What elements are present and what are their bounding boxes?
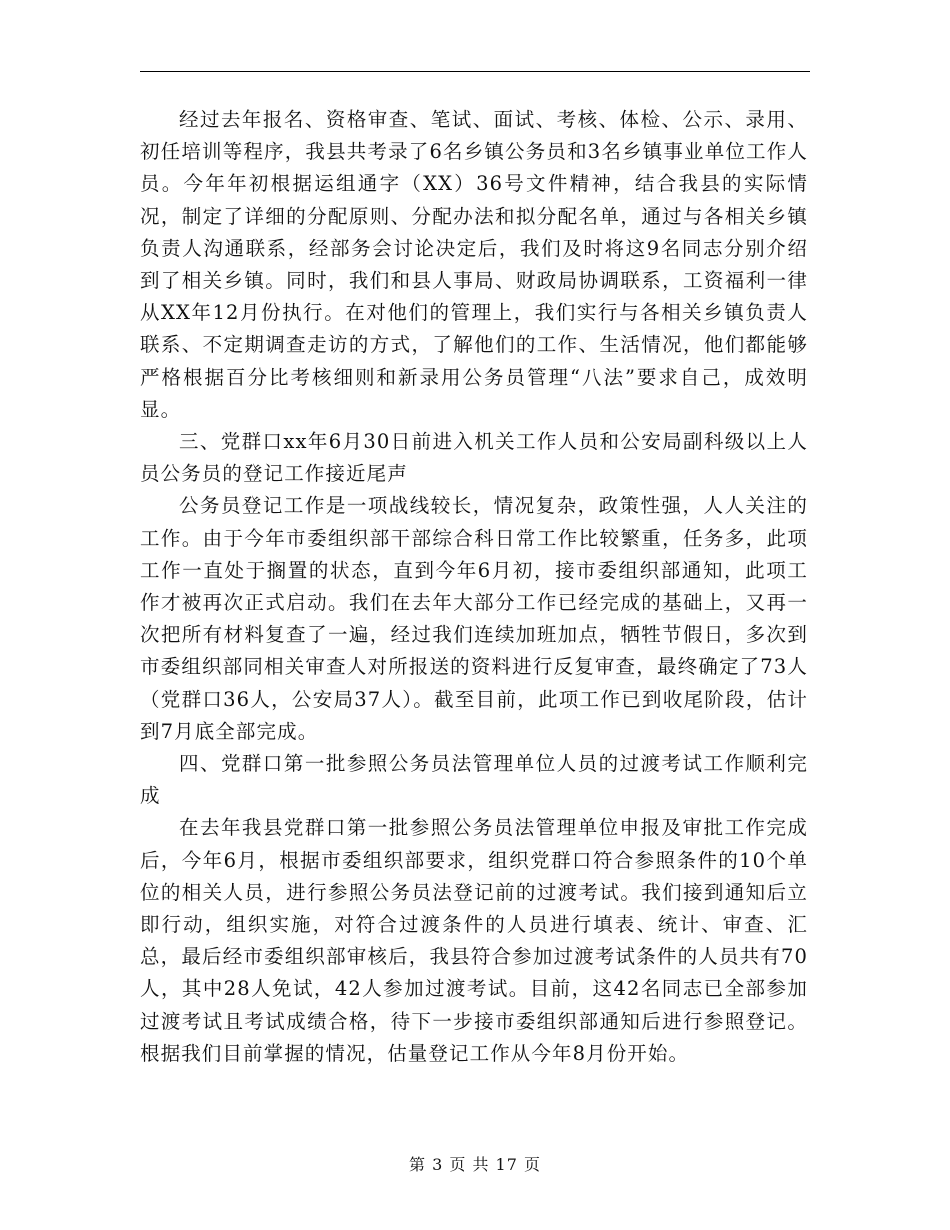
page-number: 第 3 页 共 17 页 [409,1155,541,1174]
paragraph-2: 公务员登记工作是一项战线较长，情况复杂，政策性强，人人关注的工作。由于今年市委组织部干部综合科日常工作比较繁重，任务多，此项工作一直处于搁置的状态，直到今年6月初，接市委组织部通知，此项工作才被再次正式启动。我们在去年大部分工作已经完成的基础上，又再一次把所有材料复查了一遍，经过我们连续加班加点，牺牲节假日，多次到市委组织部同相关审查人对所报送的资料进行反复审查，最终确定了73人（党群口36人，公安局37人）。截至目前，此项工作已到收尾阶段，估计到7月底全部完成。 [140,494,808,743]
header-rule [140,71,810,72]
paragraph-3: 在去年我县党群口第一批参照公务员法管理单位申报及审批工作完成后，今年6月，根据市委组织部要求，组织党群口符合参照条件的10个单位的相关人员，进行参照公务员法登记前的过渡考试。我们接到通知后立即行动，组织实施，对符合过渡条件的人员进行填表、统计、审查、汇总，最后经市委组织部审核后，我县符合参加过渡考试条件的人员共有70人，其中28人免试，42人参加过渡考试。目前，这42名同志已全部参加过渡考试且考试成绩合格，待下一步接市委组织部通知后进行参照登记。根据我们目前掌握的情况，估量登记工作从今年8月份开始。 [140,816,808,1065]
document-body [140,104,808,1070]
section-heading-4: 四、党群口第一批参照公务员法管理单位人员的过渡考试工作顺利完成 [140,752,808,808]
paragraph-1: 经过去年报名、资格审查、笔试、面试、考核、体检、公示、录用、初任培训等程序，我县共考录了6名乡镇公务员和3名乡镇事业单位工作人员。今年年初根据运组通字（XX）36号文件精神，结合我县的实际情况，制定了详细的分配原则、分配办法和拟分配名单，通过与各相关乡镇负责人沟通联系，经部务会讨论决定后，我们及时将这9名同志分别介绍到了相关乡镇。同时，我们和县人事局、财政局协调联系，工资福利一律从XX年12月份执行。在对他们的管理上，我们实行与各相关乡镇负责人联系、不定期调查走访的方式，了解他们的工作、生活情况，他们都能够严格根据百分比考核细则和新录用公务员管理“八法”要求自己，成效明显。 [140,108,808,421]
section-heading-3: 三、党群口xx年6月30日前进入机关工作人员和公安局副科级以上人员公务员的登记工作接近尾声 [140,430,808,486]
